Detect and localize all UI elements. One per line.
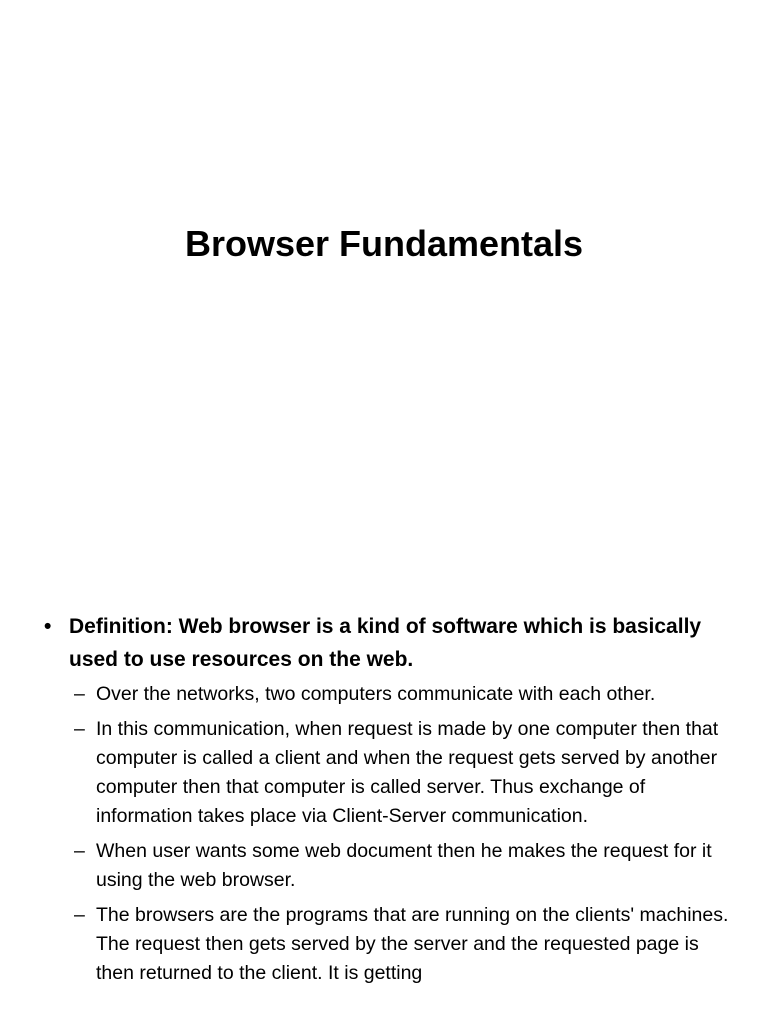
sub-point-text: Over the networks, two computers communicate with each other. xyxy=(96,683,656,705)
sub-point-text: The browsers are the programs that are running on the clients' machines. The request then gets served by the server and the requested page is then returned to the client. It is getting xyxy=(96,904,729,984)
sub-point xyxy=(74,837,729,895)
bullet-dot: • xyxy=(44,615,52,638)
sub-point-text: When user wants some web document then he makes the request for it using the web browser. xyxy=(96,840,712,891)
dash-marker: – xyxy=(74,840,85,862)
dash-marker: – xyxy=(74,904,85,926)
sub-point xyxy=(74,901,729,988)
definition-bullet xyxy=(44,610,724,676)
sub-point xyxy=(74,715,729,831)
slide-title: Browser Fundamentals xyxy=(184,223,584,264)
content-slide xyxy=(0,576,768,1024)
sub-point-list xyxy=(74,680,729,994)
dash-marker: – xyxy=(74,718,85,740)
dash-marker: – xyxy=(74,683,85,705)
sub-point-text: In this communication, when request is made by one computer then that computer is called a client and when the request gets served by another computer then that computer is called server. Thus exchange of information takes place via Client-Server communication. xyxy=(96,718,719,827)
definition-text: Definition: Web browser is a kind of software which is basically used to use resources on the web. xyxy=(69,615,702,671)
sub-point xyxy=(74,680,729,709)
